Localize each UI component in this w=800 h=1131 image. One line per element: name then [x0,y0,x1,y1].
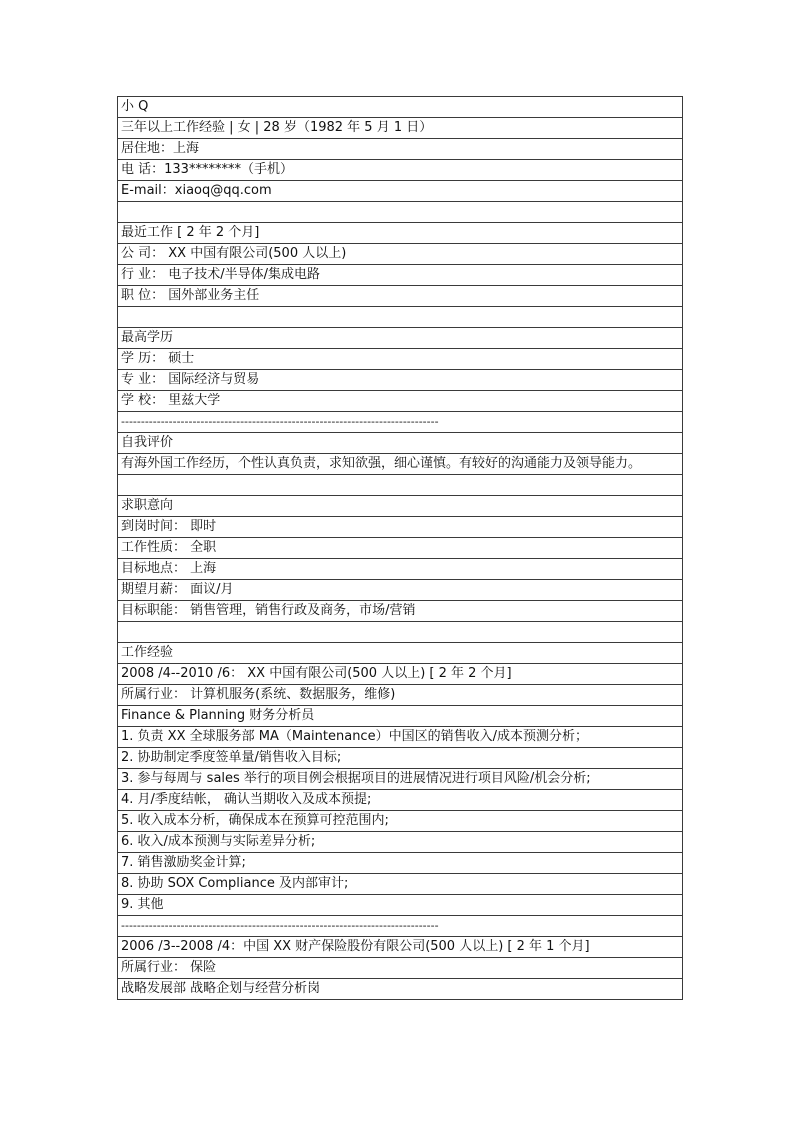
email-text: E-mail：xiaoq@qq.com [121,183,272,198]
table-row [118,160,683,181]
divider-text: -------------------------------------------------------------------------------- [121,415,439,428]
table-cell [118,475,683,496]
table-row [118,475,683,496]
table-cell [118,685,683,706]
table-row [118,874,683,895]
divider-text: -------------------------------------------------------------------------------- [121,919,439,932]
table-cell [118,286,683,307]
table-row [118,937,683,958]
table-row [118,265,683,286]
table-cell [118,139,683,160]
job-period-text: 2006 /3--2008 /4：中国 XX 财产保险股份有限公司(500 人以上) [ 2 年 1 个月] [121,939,590,954]
table-cell [118,160,683,181]
company-text: 公 司： XX 中国有限公司(500 人以上) [121,246,347,261]
table-row [118,286,683,307]
resume-sheet [117,96,683,1000]
table-row [118,454,683,475]
duty-item: 9. 其他 [121,897,164,912]
table-cell [118,307,683,328]
position-text: 职 位： 国外部业务主任 [121,288,260,303]
table-cell [118,937,683,958]
table-row [118,748,683,769]
table-cell [118,265,683,286]
table-row [118,517,683,538]
table-row [118,349,683,370]
industry-text: 行 业： 电子技术/半导体/集成电路 [121,267,321,282]
table-cell [118,181,683,202]
expected-salary-text: 期望月薪： 面议/月 [121,582,234,597]
table-cell [118,811,683,832]
table-row [118,538,683,559]
table-cell [118,748,683,769]
duty-item: 3. 参与每周与 sales 举行的项目例会根据项目的进展情况进行项目风险/机会分析; [121,771,591,786]
table-cell [118,538,683,559]
duty-item: 1. 负责 XX 全球服务部 MA（Maintenance）中国区的销售收入/成本预测分析； [121,729,588,744]
table-row [118,832,683,853]
table-row [118,181,683,202]
table-cell [118,97,683,118]
table-row [118,307,683,328]
table-cell [118,895,683,916]
job-industry-text: 所属行业： 保险 [121,960,217,975]
table-row [118,328,683,349]
table-row [118,664,683,685]
table-row [118,412,683,433]
duty-item: 6. 收入/成本预测与实际差异分析; [121,834,316,849]
table-row [118,139,683,160]
table-cell [118,853,683,874]
table-cell [118,517,683,538]
table-cell [118,496,683,517]
table-row [118,580,683,601]
job-period-text: 2008 /4--2010 /6： XX 中国有限公司(500 人以上) [ 2 年 2 个月] [121,666,512,681]
table-cell [118,433,683,454]
job-intention-heading: 求职意向 [121,498,174,513]
duty-item: 5. 收入成本分析，确保成本在预算可控范围内; [121,813,389,828]
table-row [118,916,683,937]
phone-text: 电 话：133********（手机） [121,162,293,177]
table-row [118,433,683,454]
target-function-text: 目标职能： 销售管理，销售行政及商务，市场/营销 [121,603,416,618]
table-row [118,685,683,706]
table-cell [118,706,683,727]
table-row [118,706,683,727]
table-row [118,496,683,517]
table-cell [118,622,683,643]
table-cell [118,769,683,790]
arrival-time-text: 到岗时间： 即时 [121,519,217,534]
duty-item: 2. 协助制定季度签单量/销售收入目标; [121,750,342,765]
table-row [118,895,683,916]
degree-text: 学 历： 硕士 [121,351,195,366]
table-cell [118,454,683,475]
table-row [118,790,683,811]
table-row [118,244,683,265]
table-cell [118,202,683,223]
summary-text: 三年以上工作经验 | 女 | 28 岁（1982 年 5 月 1 日） [121,120,433,135]
job-industry-text: 所属行业： 计算机服务(系统、数据服务，维修) [121,687,396,702]
table-row [118,643,683,664]
resume-table-body [118,97,683,1000]
table-row [118,370,683,391]
job-title-text: 战略发展部 战略企划与经营分析岗 [121,981,321,996]
table-row [118,811,683,832]
table-cell [118,580,683,601]
table-cell [118,370,683,391]
table-row [118,118,683,139]
target-location-text: 目标地点： 上海 [121,561,217,576]
table-cell [118,958,683,979]
table-cell [118,559,683,580]
self-evaluation-heading: 自我评价 [121,435,174,450]
resume-table [117,96,683,1000]
table-row [118,622,683,643]
table-cell [118,643,683,664]
table-cell [118,874,683,895]
table-row [118,601,683,622]
self-evaluation-text: 有海外国工作经历，个性认真负责，求知欲强，细心谨慎。有较好的沟通能力及领导能力。 [121,456,642,471]
job-type-text: 工作性质： 全职 [121,540,217,555]
table-row [118,391,683,412]
table-row [118,853,683,874]
table-cell [118,601,683,622]
table-row [118,223,683,244]
table-row [118,559,683,580]
table-row [118,958,683,979]
table-row [118,769,683,790]
job-title-text: Finance & Planning 财务分析员 [121,708,315,723]
table-cell [118,223,683,244]
duty-item: 8. 协助 SOX Compliance 及内部审计; [121,876,349,891]
table-cell [118,412,683,433]
table-row [118,727,683,748]
table-cell [118,118,683,139]
table-cell [118,916,683,937]
name-text: 小 Q [121,99,149,114]
duty-item: 4. 月/季度结帐， 确认当期收入及成本预提; [121,792,372,807]
table-cell [118,790,683,811]
school-text: 学 校： 里兹大学 [121,393,221,408]
table-row [118,97,683,118]
table-cell [118,664,683,685]
table-cell [118,832,683,853]
recent-job-heading: 最近工作 [ 2 年 2 个月] [121,225,260,240]
table-cell [118,391,683,412]
education-heading: 最高学历 [121,330,174,345]
table-cell [118,727,683,748]
table-cell [118,349,683,370]
table-cell [118,328,683,349]
duty-item: 7. 销售激励奖金计算; [121,855,246,870]
residence-text: 居住地：上海 [121,141,200,156]
major-text: 专 业： 国际经济与贸易 [121,372,260,387]
table-cell [118,244,683,265]
table-row [118,202,683,223]
table-row [118,979,683,1000]
table-cell [118,979,683,1000]
work-experience-heading: 工作经验 [121,645,174,660]
